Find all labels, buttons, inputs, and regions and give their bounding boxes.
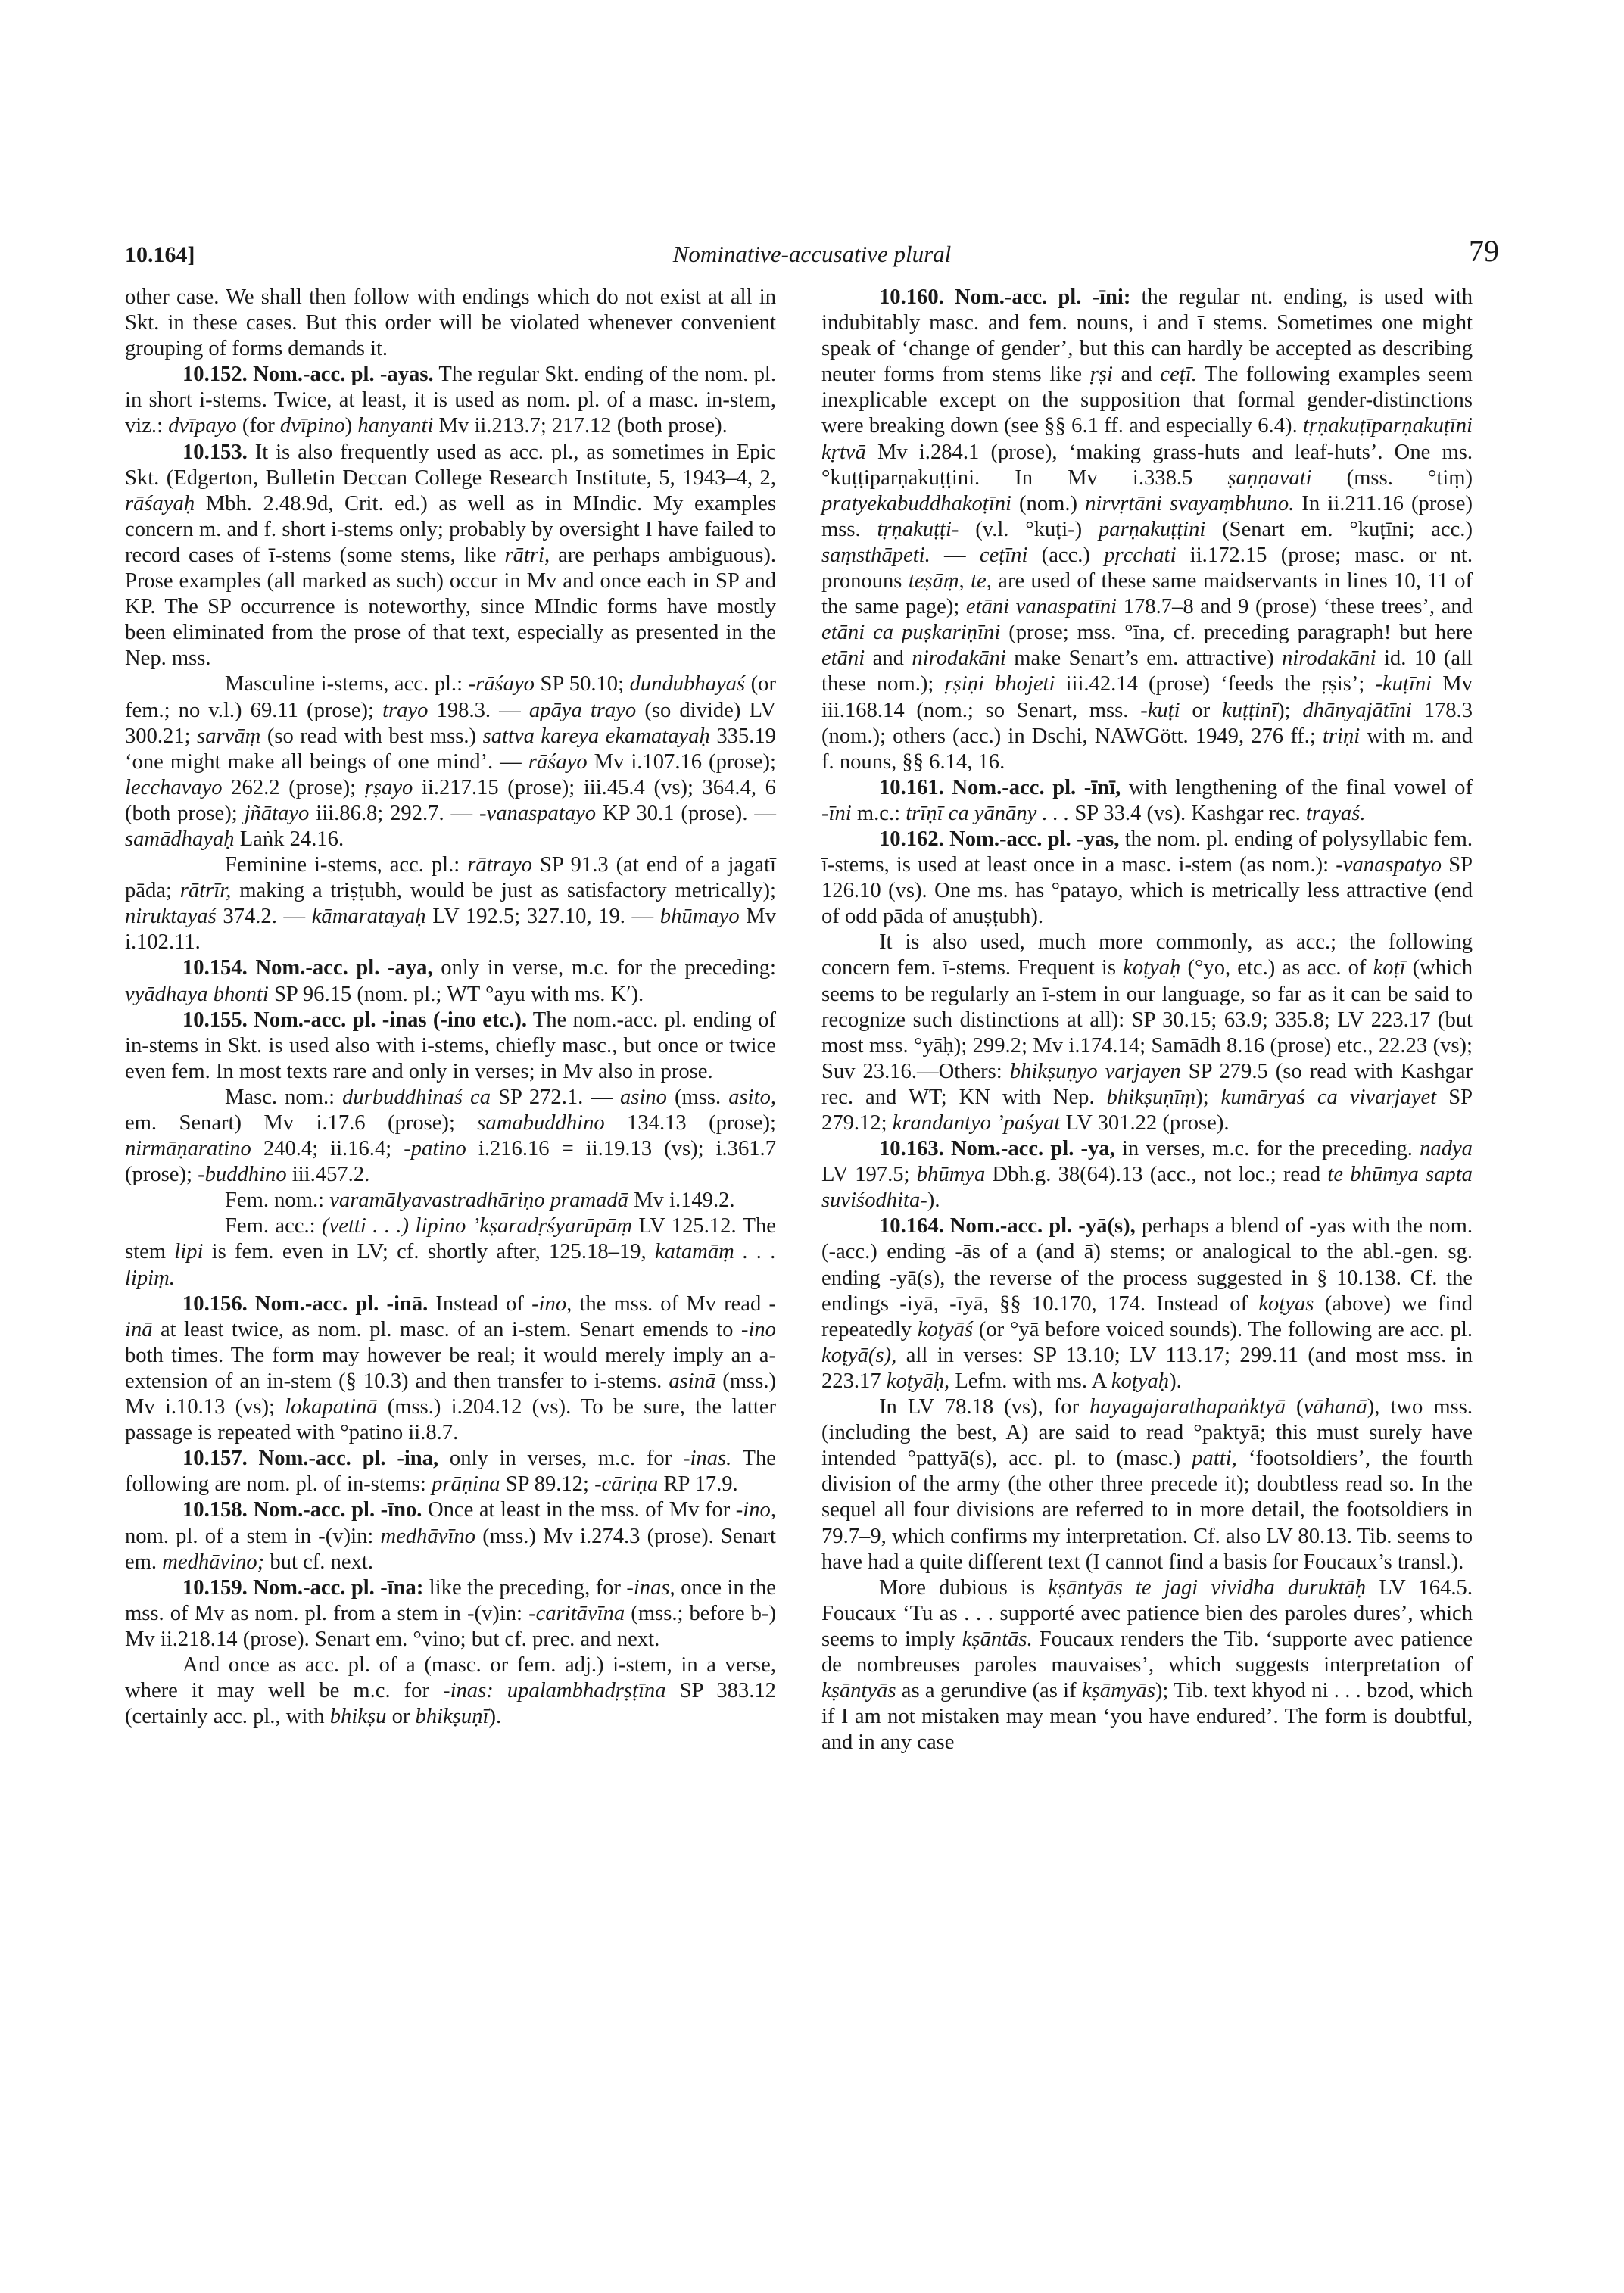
paragraph-10-155: 10.155. Nom.-acc. pl. -inas (-ino etc.). The nom.-acc. pl. ending of in-stems in Skt. is used also with i-stems, chiefly masc., but once or twice even fem. In most texts rare and only in verses; in Mv also in prose. <box>125 1008 777 1083</box>
section-number: 10.156. <box>182 1291 248 1316</box>
right-column <box>821 285 1473 1756</box>
paragraph: In LV 78.18 (vs), for hayagajarathapaṅktyā (vāhanā), two mss. (including the best, A) are said to read °paktyā; this must surely have intended °pattyā(s), acc. pl. to (masc.) patti, ‘footsoldiers’, the fourth division of the army (the other three precede it); doubtless read so. In the sequel all four divisions are referred to in more detail, the footsoldiers in 79.7–9, which confirms my interpretation. Cf. also LV 80.13. Tib. seems to have had a quite different text (I cannot find a basis for Foucaux’s transl.). <box>821 1395 1473 1574</box>
paragraph-10-154: 10.154. Nom.-acc. pl. -aya, only in verse, m.c. for the preceding: vyādhaya bhonti SP 96.15 (nom. pl.; WT °ayu with ms. K′). <box>125 956 776 1006</box>
section-number: 10.160. <box>879 285 944 309</box>
paragraph: More dubious is kṣāntyās te jagi vividha duruktāḥ LV 164.5. Foucaux ‘Tu as . . . supporté avec patience bien des paroles dures’, which seems to imply kṣāntās. Foucaux renders the Tib. ‘supporte avec patience de nombreuses paroles mauvaises’, which suggests interpretation of kṣāntyās as a gerundive (as if kṣāmyās); Tib. text khyod ni . . . bzod, which if I am not mistaken may mean ‘you have endured’. The form is doubtful, and in any case <box>821 1575 1473 1755</box>
paragraph: Fem. nom.: varamālyavastradhāriṇo pramadā Mv i.149.2. <box>225 1189 735 1213</box>
running-header <box>125 234 1499 271</box>
section-ref: 10.164] <box>125 242 195 267</box>
section-heading: Nom.-acc. pl. -ya, <box>950 1137 1115 1161</box>
section-number: 10.153. <box>182 440 248 464</box>
section-heading: Nom.-acc. pl. -ina, <box>258 1447 439 1471</box>
section-heading: Nom.-acc. pl. -īni: <box>954 285 1131 309</box>
paragraph: Masculine i-stems, acc. pl.: -rāśayo SP 50.10; dundubhayaś (or fem.; no v.l.) 69.11 (prose); trayo 198.3. — apāya trayo (so divide) LV 300.21; sarvāṃ (so read with best mss.) sattva kareya ekamatayaḥ 335.19 ‘one might make all beings of one mind’. — rāśayo Mv i.107.16 (prose); lecchavayo 262.2 (prose); ṛṣayo ii.217.15 (prose); iii.45.4 (vs); 364.4, 6 (both prose); jñātayo iii.86.8; 292.7. — -vanaspatayo KP 30.1 (prose). — samādhayaḥ Laṅk 24.16. <box>125 672 776 851</box>
section-number: 10.159. <box>182 1575 248 1600</box>
paragraph: Feminine i-stems, acc. pl.: rātrayo SP 91.3 (at end of a jagatī pāda; rātrīr, making a triṣṭubh, would be just as satisfactory metrically); niruktayaś 374.2. — kāmaratayaḥ LV 192.5; 327.10, 19. — bhūmayo Mv i.102.11. <box>125 853 776 955</box>
section-number: 10.164. <box>879 1214 944 1238</box>
left-column <box>125 285 776 1730</box>
section-number: 10.161. <box>879 775 944 799</box>
page-number: 79 <box>1469 234 1499 268</box>
paragraph: And once as acc. pl. of a (masc. or fem. adj.) i-stem, in a verse, where it may well be m.c. for -inas: upalambhadṛṣṭīna SP 383.12 (certainly acc. pl., with bhikṣu or bhikṣuṇī). <box>125 1653 776 1729</box>
paragraph: Masc. nom.: durbuddhinaś ca SP 272.1. — asino (mss. asito, em. Senart) Mv i.17.6 (prose); samabuddhino 134.13 (prose); nirmāṇaratino 240.4; ii.16.4; -patino i.216.16 = ii.19.13 (vs); i.361.7 (prose); -buddhino iii.457.2. <box>125 1085 777 1187</box>
paragraph: Fem. acc.: (vetti . . .) lipino ’kṣaradṛśyarūpāṃ LV 125.12. The stem lipi is fem. even in LV; cf. shortly after, 125.18–19, katamāṃ . . . lipiṃ. <box>125 1214 776 1290</box>
paragraph: other case. We shall then follow with endings which do not exist at all in Skt. in these cases. But this order will be violated whenever convenient grouping of forms demands it. <box>125 285 776 361</box>
section-heading: Nom.-acc. pl. -yā(s), <box>949 1214 1136 1238</box>
paragraph-10-160: 10.160. Nom.-acc. pl. -īni: the regular nt. ending, is used with indubitably masc. and fem. nouns, i and ī stems. Sometimes one might speak of ‘change of gender’, but this can hardly be accepted as describing neuter forms from stems like ṛṣi and ceṭī. The following examples seem inexplicable except on the supposition that formal gender-distinctions were breaking down (see §§ 6.1 ff. and especially 6.4). tṛṇakuṭīparṇakuṭīni kṛtvā Mv i.284.1 (prose), ‘making grass-huts and leaf-huts’. One ms. °kuṭṭiparṇakuṭṭini. In Mv i.338.5 ṣaṇṇavati (mss. °tiṃ) pratyekabuddhakoṭīni (nom.) nirvṛtāni svayaṃbhuno. In ii.211.16 (prose) mss. tṛṇakuṭṭi- (v.l. °kuṭi-) parṇakuṭṭini (Senart em. °kuṭīni; acc.) saṃsthāpeti. — ceṭīni (acc.) pṛcchati ii.172.15 (prose; masc. or nt. pronouns teṣāṃ, te, are used of these same maidservants in lines 10, 11 of the same page); etāni vanaspatīni 178.7–8 and 9 (prose) ‘these trees’, and etāni ca puṣkariṇīni (prose; mss. °īna, cf. preceding paragraph! but here etāni and nirodakāni make Senart’s em. attractive) nirodakāni id. 10 (all these nom.); ṛṣiṇi bhojeti iii.42.14 (prose) ‘feeds the ṛṣis’; -kuṭīni Mv iii.168.14 (nom.; so Senart, mss. -kuṭi or kuṭṭinī); dhānyajātīni 178.3 (nom.); others (acc.) in Dschi, NAWGött. 1949, 276 ff.; triṇi with m. and f. nouns, §§ 6.14, 16. <box>821 285 1473 774</box>
running-title: Nominative-accusative plural <box>672 241 952 267</box>
paragraph-10-163: 10.163. Nom.-acc. pl. -ya, in verses, m.c. for the preceding. nadya LV 197.5; bhūmya Dbh.g. 38(64).13 (acc., not loc.; read te bhūmya sapta suviśodhita-). <box>821 1137 1473 1213</box>
section-number: 10.155. <box>182 1008 248 1032</box>
paragraph-10-158: 10.158. Nom.-acc. pl. -īno. Once at least in the mss. of Mv for -ino, nom. pl. of a stem in -(v)in: medhāvīno (mss.) Mv i.274.3 (prose). Senart em. medhāvino; but cf. next. <box>125 1498 777 1574</box>
section-heading: Nom.-acc. pl. -yas, <box>949 827 1120 851</box>
section-number: 10.158. <box>182 1498 248 1522</box>
paragraph-10-157: 10.157. Nom.-acc. pl. -ina, only in verses, m.c. for -inas. The following are nom. pl. of in-stems: prāṇina SP 89.12; -cāriṇa RP 17.9. <box>125 1447 777 1497</box>
paragraph: It is also used, much more commonly, as acc.; the following concern fem. ī-stems. Frequent is koṭyaḥ (°yo, etc.) as acc. of koṭī (which seems to be regularly an ī-stem in our language, so far as it can be said to recognize such distinctions at all): SP 30.15; 63.9; 335.8; LV 223.17 (but most mss. °yāḥ); 299.2; Mv i.174.14; Samādh 8.16 (prose) etc., 22.23 (vs); Suv 23.16.—Others: bhikṣuṇyo varjayen SP 279.5 (so read with Kashgar rec. and WT; KN with Nep. bhikṣuṇīṃ); kumāryaś ca vivarjayet SP 279.12; krandantyo ’paśyat LV 301.22 (prose). <box>821 930 1473 1135</box>
section-heading: Nom.-acc. pl. -ayas. <box>253 363 434 387</box>
section-number: 10.157. <box>182 1447 248 1471</box>
section-heading: Nom.-acc. pl. -aya, <box>255 956 433 980</box>
section-heading: Nom.-acc. pl. -īno. <box>253 1498 422 1522</box>
paragraph-10-164: 10.164. Nom.-acc. pl. -yā(s), perhaps a blend of -yas with the nom.(-acc.) ending -ās of a (and ā) stems; or analogical to the abl.-gen. sg. ending -yā(s), the reverse of the process suggested in § 10.138. Cf. the endings -iyā, -īyā, §§ 10.170, 174. Instead of koṭyas (above) we find repeatedly koṭyāś (or °yā before voiced sounds). The following are acc. pl. koṭyā(s), all in verses: SP 13.10; LV 113.17; 299.11 (and most mss. in 223.17 koṭyāḥ, Lefm. with ms. A koṭyaḥ). <box>821 1214 1473 1393</box>
paragraph-10-153: 10.153. It is also frequently used as acc. pl., as sometimes in Epic Skt. (Edgerton, Bulletin Deccan College Research Institute, 5, 1943–4, 2, rāśayaḥ Mbh. 2.48.9d, Crit. ed.) as well as in MIndic. My examples concern m. and f. short i-stems only; probably by oversight I have failed to record cases of ī-stems (some stems, like rātri, are perhaps ambiguous). Prose examples (all marked as such) occur in Mv and once each in SP and KP. The SP occurrence is noteworthy, since MIndic forms have mostly been eliminated from the prose of that text, especially as presented in the Nep. mss. <box>125 440 776 671</box>
section-number: 10.154. <box>182 956 248 980</box>
paragraph-10-161: 10.161. Nom.-acc. pl. -īnī, with lengthening of the final vowel of -īni m.c.: trīṇī ca yānāny . . . SP 33.4 (vs). Kashgar rec. trayaś. <box>821 775 1473 825</box>
section-heading: Nom.-acc. pl. -inas (-ino etc.). <box>254 1008 528 1032</box>
paragraph-10-159: 10.159. Nom.-acc. pl. -īna: like the preceding, for -inas, once in the mss. of Mv as nom. pl. from a stem in -(v)in: -caritāvīna (mss.; before b-) Mv ii.218.14 (prose). Senart em. °vino; but cf. prec. and next. <box>125 1575 776 1651</box>
section-heading: Nom.-acc. pl. -īnī, <box>952 775 1121 799</box>
section-number: 10.163. <box>879 1137 944 1161</box>
section-number: 10.162. <box>879 827 944 851</box>
paragraph-10-156: 10.156. Nom.-acc. pl. -inā. Instead of -ino, the mss. of Mv read -inā at least twice, as nom. pl. masc. of an i-stem. Senart emends to -ino both times. The form may however be real; it would merely imply an a-extension of an in-stem (§ 10.3) and then transfer to i-stems. asinā (mss.) Mv i.10.13 (vs); lokapatinā (mss.) i.204.12 (vs). To be sure, the latter passage is repeated with °patino ii.8.7. <box>125 1291 776 1445</box>
paragraph-10-152: 10.152. Nom.-acc. pl. -ayas. The regular Skt. ending of the nom. pl. in short i-stems. Twice, at least, it is used as nom. pl. of a masc. in-stem, viz.: dvīpayo (for dvīpino) hanyanti Mv ii.213.7; 217.12 (both prose). <box>125 363 776 438</box>
section-heading: Nom.-acc. pl. -inā. <box>254 1291 429 1316</box>
paragraph-10-162: 10.162. Nom.-acc. pl. -yas, the nom. pl. ending of polysyllabic fem. ī-stems, is used at least once in a masc. i-stem (as nom.): -vanaspatyo SP 126.10 (vs). One ms. has °patayo, which is metrically less attractive (end of odd pāda of anuṣṭubh). <box>821 827 1473 929</box>
section-heading: Nom.-acc. pl. -īna: <box>253 1575 424 1600</box>
section-number: 10.152. <box>182 363 248 387</box>
